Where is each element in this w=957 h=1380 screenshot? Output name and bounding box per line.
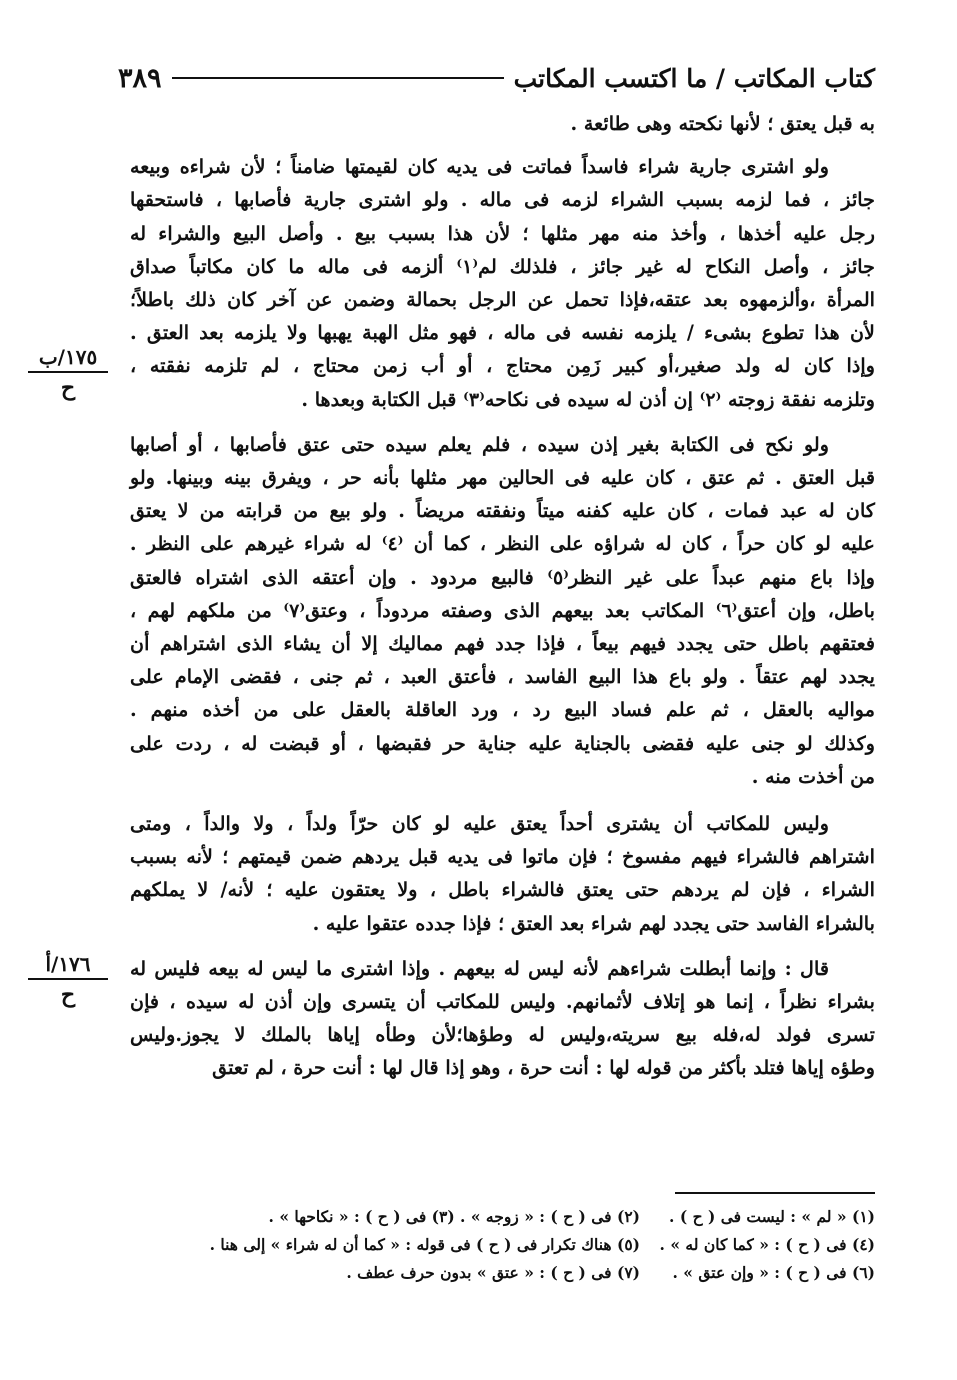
text-line: قال : وإنما أبطلت شراءهم لأنه ليس له بيعهم . وإذا اشترى ما ليس له بيعه فليس له — [129, 956, 829, 980]
text-line: وليس للمكاتب أن يشترى أحداً يعتق عليه لو كان حرّاً ولداً ، ولا والداً ، ومتى — [129, 812, 829, 836]
footnote: (٢) فى ( ح ) : « زوجه » . (٣) فى ( ح ) : « نكاحها » . — [268, 1207, 640, 1226]
text-line: جائز ، فما لزمه بسبب الشراء لزمه فى ماله . ولو اشترى جارية فأصابها ، فاستحقها — [130, 188, 875, 212]
text-line: وإذا كان له ولد صغير،أو كبير زَمِن محتاج ، أو أب زمن محتاج ، لم تلزمه نفقته ، — [130, 354, 875, 378]
text-line: قبل العتق . ثم عتق ، كان عليه فى الحالين مهر مثلها بأنه حر ، ويفرق بينه وبينها. ولو — [129, 466, 875, 490]
page-header — [118, 58, 875, 98]
text-line: اشتراهم فالشراء فيهم مفسوخ ؛ فإن ماتوا فى يديه قبل يردهم ضمن قيمتهم ؛ لأنه بسبب — [129, 845, 875, 869]
margin-note-folio: ١٧٥/ب — [28, 345, 108, 373]
main-text — [130, 107, 875, 1095]
margin-note-manuscript: ح — [60, 375, 76, 401]
text-line: تسرى فولد له،فله بيع سريته،وليس له وطؤها؛لأن وطأه إياها بالملك لا يجوز.وليس — [129, 1023, 875, 1047]
footnote: (٥) هناك تكرار فى ( ح ) فى قوله : « كما أن له شراء » إلى هنا . — [209, 1235, 640, 1254]
running-title: كتاب المكاتب / ما اكتسب المكاتب — [513, 63, 875, 93]
text-line: يجدد لهم عتقاً . ولو باع هذا البيع الفاسد ، فأعتق العبد ، ثم جنى ، فقضى الإمام على — [130, 665, 875, 689]
text-line: بالشراء الفاسد حتى يجدد لهم شراء بعد العتق ؛ فإذا جدده عتقوا عليه . — [312, 911, 875, 935]
paragraph — [130, 807, 875, 940]
footnote-row — [140, 1231, 875, 1259]
text-line: وإذا باع منهم عبداً على غير النظر⁽٥⁾ فالبيع مردود . وإن أعتقه الذى اشتراه فالعتق — [130, 565, 875, 589]
footnote: (٤) فى ( ح ) : « كما كان له » . — [659, 1235, 875, 1254]
text-line: رجل عليه أخذها ، وأخذ منه مهر مثلها ؛ لأن هذا بسبب بيع . وأصل البيع والشراء له — [129, 221, 875, 245]
margin-note-manuscript: ح — [60, 982, 76, 1008]
text-line: وطؤه إياها فتلد بأكثر من قوله لها : أنت حرة ، وهو إذا قال لها : أنت حرة ، لم تعتق — [212, 1056, 875, 1080]
footnote-row — [140, 1203, 875, 1231]
text-line: بشراء نظراً ، إنما هو إتلاف لأثمانهم. وليس للمكاتب أن يتسرى وإن أذن له سيده ، فإن — [129, 990, 875, 1014]
paragraph — [130, 428, 875, 793]
text-line: وكذلك لو جنى عليه فقضى بالجناية عليه جناية حر فقبضها ، أو قبضت له ، ردت على — [130, 731, 875, 755]
margin-note-folio-176a — [28, 952, 108, 1008]
margin-note-folio: ١٧٦/أ — [28, 952, 108, 980]
footnote: (٧) فى ( ح ) : « عتق » بدون حرف عطف . — [346, 1263, 640, 1282]
text-line: الشراء ، فإن لم يردهم حتى يعتق فالشراء باطل ، ولا يعتقون عليه ؛ لأنه/ لا يملكهم — [130, 878, 875, 902]
paragraph — [130, 150, 875, 416]
paragraph — [130, 107, 875, 140]
footnote: (٦) فى ( ح ) : « وإن عتق » . — [672, 1263, 875, 1282]
text-line: مواليه بالعقل ، ثم علم فساد البيع رد ، ورد العاقلة بالعقل على من أخذه منهم . — [129, 698, 875, 722]
text-line: وتلزمه نفقة زوجته ⁽٢⁾ إن أذن له سيده فى نكاحه⁽٣⁾ قبل الكتابة وبعدها . — [301, 387, 875, 411]
text-line: باطل، وإن أعتق⁽٦⁾ المكاتب بعد بيعهم الذى وصفته مردوداً ، وعتق⁽٧⁾ من ملكهم لهم ، — [129, 598, 875, 622]
text-line: من أخذت منه . — [751, 764, 875, 788]
text-line: ولو اشترى جارية شراء فاسداً فماتت فى يديه كان لقيمتها ضامناً ؛ لأن شراءه وبيعه — [130, 155, 829, 179]
text-line: كان له عبد فمات ، كان عليه كفنه ميتاً ونفقته مريضاً . ولو بيع من قرابته من لا يعتق — [130, 499, 875, 523]
text-line: به قبل يعتق ؛ لأنها نكحته وهى طائعة . — [570, 112, 875, 135]
footnote-rule — [675, 1192, 875, 1194]
footnotes — [140, 1203, 875, 1287]
text-line: لأن هذا تطوع بشىء / يلزمه نفسه فى ماله ، فهو مثل الهبة يهبها ولا يلزمه بعد العتق . — [129, 321, 875, 345]
header-rule — [172, 77, 504, 79]
page-number: ٣٨٩ — [118, 62, 162, 94]
text-line: عليه لو كان حراً ، كان له شراؤه على النظر ، كما أن ⁽٤⁾ له شراء غيرهم على النظر . — [129, 532, 875, 556]
text-line: جائز ، وأصل النكاح له غير جائز ، فلذلك لم⁽١⁾ ألزمه فى ماله ما كان مكاتباً صداق — [130, 254, 875, 278]
margin-note-folio-175b — [28, 345, 108, 401]
text-line: المرأة ،وألزمهوه بعد عتقه،فإذا تحمل عن الرجل بحمالة وضمن عن آخر كان ذلك باطلاً؛ — [129, 288, 875, 312]
footnote-row — [140, 1259, 875, 1287]
paragraph — [130, 952, 875, 1085]
text-line: فعتقهم باطل حتى يجدد فيهم بيعاً ، فإذا جدد فهم مماليك إلا أن يشاء الذى اشتراهم أن — [129, 632, 875, 656]
footnote: (١) « لم » : ليست فى ( ح ) . — [669, 1207, 875, 1226]
text-line: ولو نكح فى الكتابة بغير إذن سيده ، فلم يعلم سيده حتى عتق فأصابها ، أو أصابها — [129, 432, 829, 456]
